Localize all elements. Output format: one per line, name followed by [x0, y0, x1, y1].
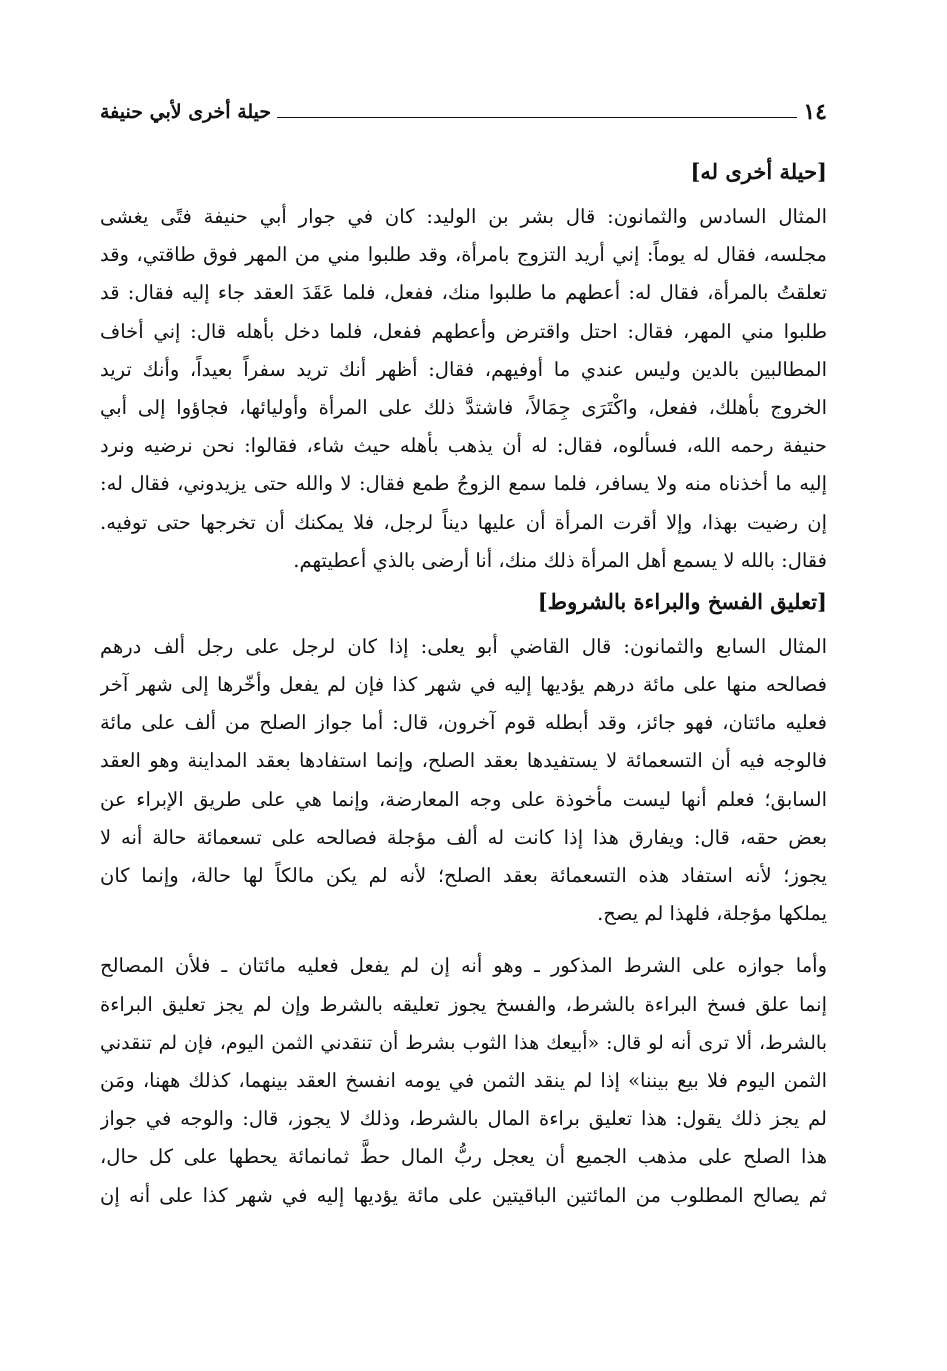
text-line: هذا الصلح على مذهب الجميع أن يعجل ربُّ المال حطَّ ثمانمائة يحطها على كل حال، — [100, 1145, 827, 1169]
text-line: وأما جوازه على الشرط المذكور ـ وهو أنه إن لم يفعل فعليه مائتان ـ فلأن المصالح — [100, 954, 827, 978]
text-line: إليه ما أخذناه منه ولا يسافر، فلما سمع الزوجُ طمع فقال: لا والله حتى يزيدوني، فقال له: — [100, 472, 827, 496]
section-heading: [تعليق الفسخ والبراءة بالشروط] — [537, 588, 827, 614]
text-line: حنيفة رحمه الله، فسألوه، فقال: له أن يذهب بأهله حيث شاء، فقالوا: نحن نرضيه ونرد — [100, 434, 827, 458]
text-line: فالوجه فيه أن التسعمائة لا يستفيدها بعقد الصلح، وإنما استفادها بعقد المداينة وهو العقد — [100, 749, 827, 773]
text-line: إن رضيت بهذا، وإلا أقرت المرأة أن عليها ديناً لرجل، فلا يمكنك أن تخرجها حتى توفيه. — [100, 510, 827, 534]
text-line: طلبوا مني المهر، فقال: احتل واقترض وأعطهم ففعل، فلما دخل بأهله قال: إني أخاف — [100, 319, 827, 343]
paragraph — [100, 628, 827, 934]
text-line: فقال: بالله لا يسمع أهل المرأة ذلك منك، أنا أرضى بالذي أعطيتهم. — [293, 548, 827, 572]
spacer — [100, 933, 827, 947]
page-body — [100, 150, 827, 1215]
paragraph — [100, 198, 827, 580]
text-line: يجوز؛ لأنه استفاد هذه التسعمائة بعقد الصلح؛ لأنه لم يكن مالكاً لها حالة، وإنما كان — [100, 864, 827, 887]
text-line: الخروج بأهلك، ففعل، واكْتَرَى جِمَالاً، فاشتدَّ ذلك على المرأة وأوليائها، فجاؤوا إلى أبي — [100, 395, 827, 419]
text-line: ثم يصالح المطلوب من المائتين الباقيتين على مائة يؤديها إليه في شهر كذا على أنه إن — [100, 1183, 827, 1207]
text-line: مجلسه، فقال له يوماً: إني أريد التزوج بامرأة، وقد طلبوا مني من المهر فوق طاقتي، وقد — [100, 243, 827, 267]
text-line: تعلقتُ بالمرأة، فقال له: أعطهم ما طلبوا منك، ففعل، فلما عَقَدَ العقد جاء إليه فقال: قد — [100, 281, 827, 305]
text-line: إنما علق فسخ البراءة بالشرط، والفسخ يجوز تعليقه بالشرط وإن لم يجز تعليق البراءة — [100, 992, 827, 1016]
paragraph — [100, 947, 827, 1214]
page-number: ١٤ — [803, 99, 827, 125]
running-title: حيلة أخرى لأبي حنيفة — [100, 101, 272, 123]
text-line: المثال السادس والثمانون: قال بشر بن الوليد: كان في جوار أبي حنيفة فتًى يغشى — [100, 205, 827, 228]
text-line: الثمن اليوم فلا بيع بيننا» إذا لم ينقد الثمن في يومه انفسخ العقد بينهما، كذلك ههنا، ومَن — [100, 1068, 827, 1092]
text-line: المثال السابع والثمانون: قال القاضي أبو يعلى: إذا كان لرجل على رجل ألف درهم — [100, 634, 827, 658]
text-line: السابق؛ فعلم أنها ليست مأخوذة على وجه المعارضة، وإنما هي على طريق الإبراء عن — [100, 787, 827, 811]
text-line: يملكها مؤجلة، فلهذا لم يصح. — [597, 902, 827, 926]
section-heading: [حيلة أخرى له] — [690, 159, 827, 184]
text-line: فصالحه منها على مائة درهم يؤديها إليه في شهر كذا فإن لم يفعل وأخّرها إلى شهر آخر — [100, 673, 827, 697]
text-line: المطالبين بالدين وليس عندي ما أوفيهم، فقال: أظهر أنك تريد سفراً بعيداً، وأنك تريد — [100, 357, 827, 381]
text-line: بالشرط، ألا ترى أنه لو قال: «أبيعك هذا الثوب بشرط أن تنقدني الثمن اليوم، فإن لم تنقدني — [100, 1031, 827, 1054]
text-line: لم يجز ذلك يقول: هذا تعليق براءة المال بالشرط، وذلك لا يجوز، قال: والوجه في جواز — [100, 1107, 827, 1131]
text-line: بعض حقه، قال: ويفارق هذا إذا كانت له ألف مؤجلة فصالحه على تسعمائة حالة أنه لا — [100, 825, 827, 849]
header-rule — [277, 117, 797, 118]
running-header — [100, 94, 827, 124]
text-line: فعليه مائتان، فهو جائز، وقد أبطله قوم آخرون، قال: أما جواز الصلح من ألف على مائة — [100, 711, 827, 735]
